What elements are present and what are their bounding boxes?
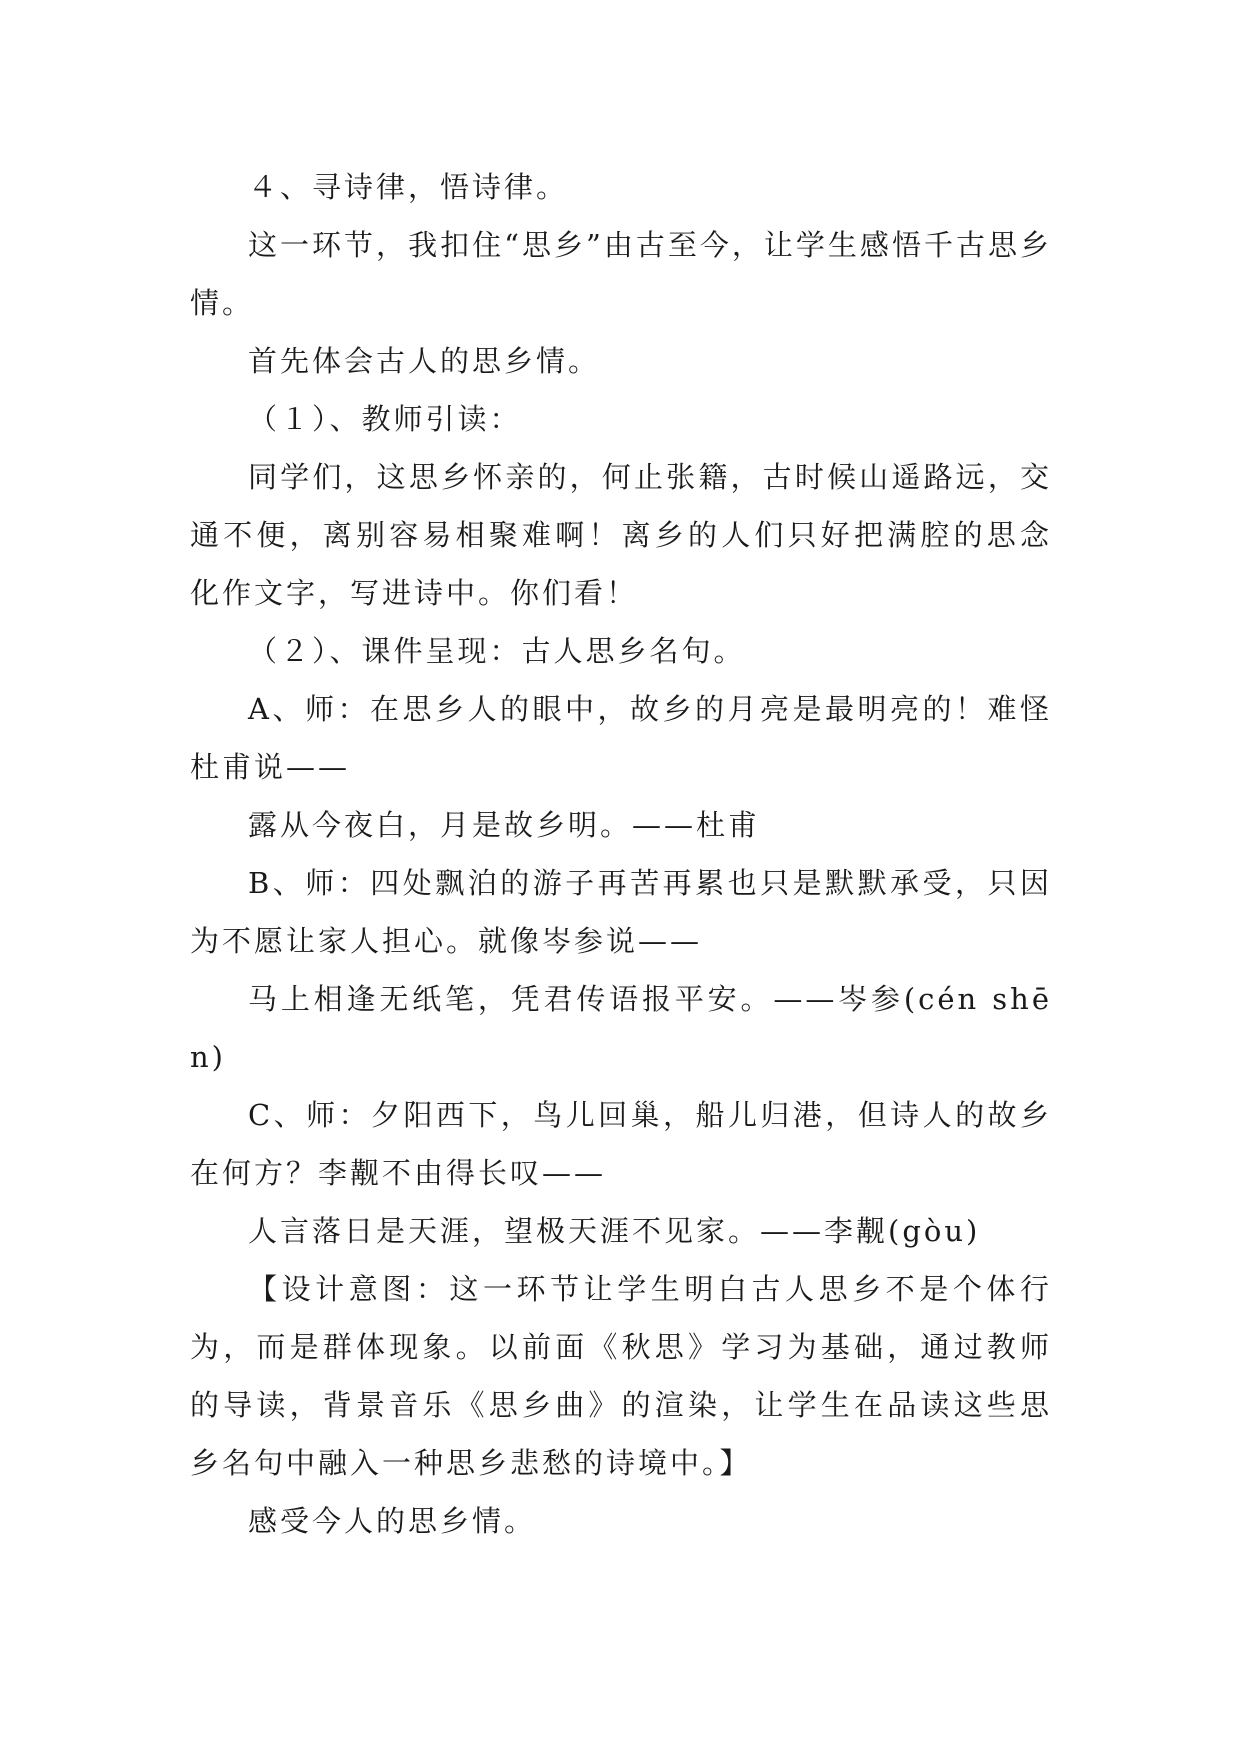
paragraph-teacher-speech: 同学们，这思乡怀亲的，何止张籍，古时候山遥路远，交通不便，离别容易相聚难啊！离乡的人们只好把满腔的思念化作文字，写进诗中。你们看！: [190, 460, 1052, 610]
subheading-teacher-reading: （１）、教师引读：: [248, 402, 522, 436]
paragraph-modern-feelings: 感受今人的思乡情。: [248, 1504, 537, 1538]
subheading-courseware: （２）、课件呈现：古人思乡名句。: [248, 634, 746, 668]
paragraph-item-a: A、师：在思乡人的眼中，故乡的月亮是最明亮的！难怪杜甫说——: [190, 692, 1052, 784]
quote-cen-shen: 马上相逢无纸笔，凭君传语报平安。——岑参(cén shēn): [190, 982, 1052, 1074]
quote-li-gou: 人言落日是天涯，望极天涯不见家。——李觏(gòu): [248, 1214, 981, 1248]
heading-step-4: ４、寻诗律，悟诗律。: [248, 170, 569, 204]
paragraph-item-b: B、师：四处飘泊的游子再苦再累也只是默默承受，只因为不愿让家人担心。就像岑参说——: [190, 866, 1052, 958]
quote-du-fu: 露从今夜白，月是故乡明。——杜甫: [248, 808, 761, 842]
paragraph-design-intent: 【设计意图：这一环节让学生明白古人思乡不是个体行为，而是群体现象。以前面《秋思》学习为基础，通过教师的导读，背景音乐《思乡曲》的渲染，让学生在品读这些思乡名句中融入一种思乡悲愁的诗境中。】: [190, 1272, 1052, 1480]
paragraph-intro: 这一环节，我扣住“思乡”由古至今，让学生感悟千古思乡情。: [190, 228, 1052, 320]
document-body: [190, 158, 1052, 1550]
paragraph-item-c: C、师：夕阳西下，鸟儿回巢，船儿归港，但诗人的故乡在何方？李觏不由得长叹——: [190, 1098, 1052, 1190]
paragraph-ancient-feelings: 首先体会古人的思乡情。: [248, 344, 601, 378]
